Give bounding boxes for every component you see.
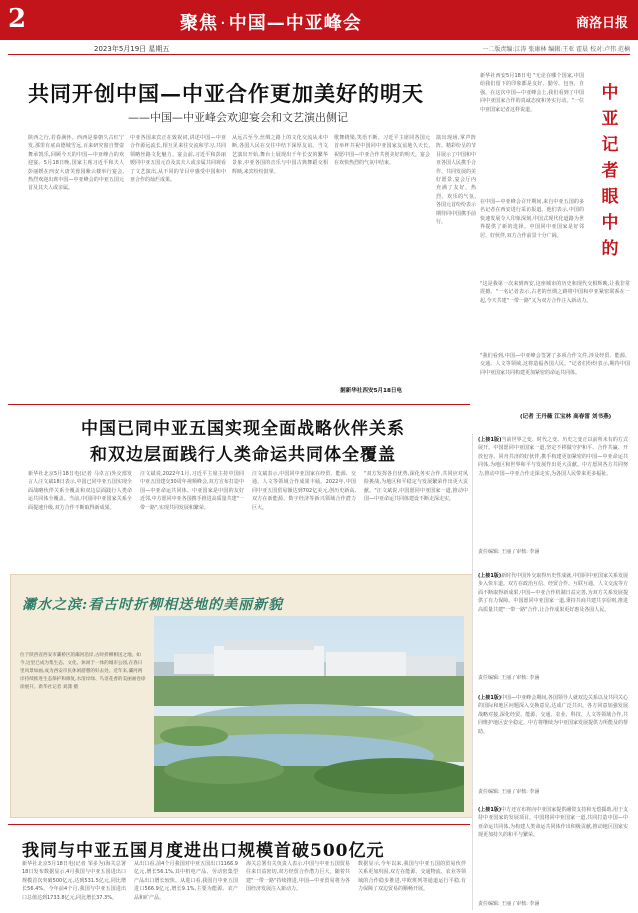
side-banner-char: 眼	[601, 187, 619, 207]
article1-col5: 演出现场,掌声阵阵。精彩纷呈的节目展示了中国和中亚各国人民携手合作、共同发展的美好愿景,宴会厅内充满了友好、热烈、欢乐的气氛,各国元首纷纷表示期待同中国携手前行。	[436, 135, 476, 226]
article3-col2: 从出口看,前4个月我国对中亚五国出口1166.9亿元,增长56.1%,其中机电产品、劳动密集型产品出口增长较快。从进口看,我国自中亚五国进口566.9亿元,增长9.1%,主要为能源、农产品和矿产品。	[134, 861, 238, 901]
section-title-b: 中国—中亚峰会	[228, 13, 362, 34]
article1-signature: 据新华社西安5月18日电	[340, 388, 403, 394]
continued-item-4-sig: 责任编辑: 王丽 / 审核: 李涵	[478, 901, 540, 907]
side-col-signature: (记者 王丹薇 江宝林 高春雷 刘书燕)	[520, 414, 612, 420]
continued-item-2	[478, 572, 628, 670]
article1-col4: 歌舞绕梁,笑语不断。习近平主席同各国元首举杯共祝中国同中亚国家友谊地久天长,祝愿中国—中亚合作共创美好的明天。宴会在欢快热烈的气氛中结束。	[334, 135, 430, 167]
article1-col1: 陕西之行,若春满怀。西西是秦朝久古红宁发,那里有底由德城雪远,百来研究窗自赞姿舞承凯乐,回顾今天的中国—中亚峰合的欢迎宴。5月18日晚,国家主席习近平和夫人彭丽媛在西安大唐芙蓉园紫云楼举行宴会,热烈欢迎出席中国—中亚峰会的中亚五国元首及其夫人或亲属。	[28, 135, 124, 192]
continued-item-text: 新时代中国外交取得历史性成就,中国同中亚国家关系发展步入快车道。双方在政治互信、经贸合作、互联互通、人文交流等方面不断取得新成果,中国—中亚合作机制日益完善,为双方关系发展提供了有力保障。中国愿同中亚国家一道,秉持共商共建共享原则,推进高质量共建"一带一路"合作,让合作成果更好惠及各国人民。	[478, 573, 628, 613]
side-col-d: "我们看到,中国—中亚峰会签署了多项合作文件,涉及经贸、能源、交通、人文等领域,这将造福各国人民。"记者们纷纷表示,期待中国同中亚国家共同构建更加紧密的命运共同体。	[480, 353, 630, 376]
article2-col2: 汪文斌说,2022年1月,习近平主席主持中国同中亚五国建交30周年视频峰会,双方宣布打造中国—中亚命运共同体。中亚国家是中国的友好近邻,中方愿同中亚各国携手推进高质量共建"一带一路",实现共同发展和繁荣。	[140, 471, 244, 511]
editor-credits: 一二版责编:江涛 张康林 编辑:王亚 霍晨 校对:卢伟 范楠	[482, 46, 630, 53]
continued-item-1-sig: 责任编辑: 王丽 / 审核: 李涵	[478, 549, 540, 555]
side-col-c: "这是我第一次来到西安,这座城市的历史和现代交相辉映,让我非常震撼。"一名记者表示,古老的丝绸之路将中国和中亚紧密联系在一起,今天共建"一带一路"又为双方合作注入新动力。	[480, 281, 630, 304]
continued-item-text: 中方还宣布将向中亚国家提供融资支持和无偿援助,用于支持中亚国家的发展项目。中国将同中亚国家一道,共同打造中国—中亚命运共同体,为构建人类命运共同体作出积极贡献,推动地区国家实现更加持久的和平与繁荣。	[478, 807, 628, 839]
side-col-b: 在中国—中亚峰会召开期间,来自中亚五国的多名记者在西安进行采访报道。他们表示,中国的快速发展令人印象深刻,中国式现代化道路为世界提供了新的选择。中国同中亚国家是好邻居、好伙伴,双方合作前景十分广阔。	[480, 199, 584, 239]
section-title: 聚焦 · 中国—中亚峰会	[180, 13, 362, 34]
header-rule	[8, 54, 630, 55]
continued-item-3	[478, 694, 628, 786]
section-rule-1	[8, 404, 470, 405]
continued-item-3-sig: 责任编辑: 王丽 / 审核: 李涵	[478, 789, 540, 795]
side-banner-char: 中	[601, 83, 619, 103]
article2-col1: 新华社北京5月18日电(记者 马卓言)外交部发言人汪文斌18日表示,中国已同中亚五国实现全面战略伙伴关系全覆盖和双边层面践行人类命运共同体全覆盖。当前,中国同中亚国家关系全面提速升级,双方合作不断取得新成果。	[28, 471, 132, 511]
article3-headline: 我同与中亚五国月度进出口规模首破500亿元	[22, 841, 385, 861]
side-col-a: 新华社西安5月18日电 "无论在哪个国家,中国给我们留下的印象都是友好、勤劳、包容、自强。在这次中国—中亚峰会上,我们看到了中国同中亚国家合作的真诚态度和务实行动。"一位中亚国家记者这样说道。	[480, 73, 584, 113]
article2-headline-1: 中国已同中亚五国实现全面战略伙伴关系	[81, 419, 405, 439]
side-banner-char: 记	[601, 135, 619, 155]
article1-subhead: ——中国—中亚峰会欢迎宴会和文艺演出侧记	[128, 111, 348, 124]
article2-headline-2: 和双边层面践行人类命运共同体全覆盖	[90, 445, 396, 465]
section-title-a: 聚焦	[180, 13, 218, 34]
side-banner	[588, 80, 632, 265]
paper-name: 商洛日报	[575, 16, 628, 31]
article3-col4: 数据显示,今年以来,我国与中亚五国的贸易伙伴关系更加巩固,双方在能源、交通物流、农业等领域的合作稳步推进,中欧班列等通道运行平稳,有力保障了双边贸易的顺畅开展。	[358, 861, 466, 893]
article1-col3: 从远古至今,丝绸之路上的文化交流从未中断,各国人民在交往中结下深厚友谊。当文艺演出开始,舞台上展现出千年长安的繁华景象,中亚各国的音乐与中国古典舞蹈交相辉映,来宾纷纷鼓掌。	[232, 135, 328, 175]
continued-item-lead: (上接1版)	[478, 807, 502, 813]
side-banner-char: 的	[601, 239, 619, 259]
continued-item-2-sig: 责任编辑: 王丽 / 审核: 李涵	[478, 675, 540, 681]
photo-feature-title: 灞水之滨:看古时折柳相送地的美丽新貌	[22, 597, 284, 613]
continued-item-1	[478, 436, 628, 544]
article3-col1: 新华社北京5月18日电(记者 邹多为)海关总署18日发布数据显示,4月我国与中亚五国进出口规模首次突破500亿元,达到531.5亿元,同比增长56.4%。今年前4个月,我国与中亚五国进出口总值达到1733.8亿元,同比增长37.3%。	[22, 861, 126, 901]
river-park-photo-illustration	[154, 616, 464, 812]
article2-col4: "双方发挥各自优势,深化务实合作,共同应对风险挑战,为地区和平稳定与发展繁荣作出更大贡献。"汪文斌说,中国愿同中亚国家一道,推动中国—中亚命运共同体建设不断走深走实。	[364, 471, 468, 503]
article1-col2: 中亚各国来宾正在致祝词,讲述中国—中亚合作源远流长,相互见来往交流和学习,共同领略丝路文化魅力。宴会前,习近平和彭丽媛同中亚五国元首及其夫人或亲属共同观看了文艺演出,从不同的节目中感受中国和中亚合作的灿烂成果。	[130, 135, 226, 184]
article2-col3: 汪文斌表示,中国同中亚国家在经贸、能源、交通、人文等领域合作成果丰硕。2022年,中国同中亚五国贸易额达到702亿美元,创历史新高,双方在新能源、数字经济等新兴领域合作潜力巨大。	[252, 471, 356, 511]
continued-item-lead: (上接1版)	[478, 437, 502, 443]
continued-item-4	[478, 806, 628, 898]
river-park-photo	[154, 616, 464, 812]
article3-col3: 海关总署有关负责人表示,中国与中亚五国贸易往来日益密切,双方经贸合作潜力巨大。随着共建"一带一路"持续推进,中国—中亚贸易将为各国经济发展注入新动力。	[246, 861, 350, 893]
continued-item-text: 中国—中亚峰会期间,各国领导人就双边关系以及共同关心的国际和地区问题深入交换意见,达成广泛共识。各方同意加强发展战略对接,深化经贸、能源、交通、农业、科技、人文等领域合作,共同维护地区安全稳定。中方将继续为中亚国家发展提供力所能及的帮助。	[478, 695, 628, 735]
photo-caption: 位于陕西省西安市灞桥区的灞河沿岸,古时折柳相送之地。如今,这里已成为集生态、文化、休闲于一体的城市公园,在春日里风景如画,成为西安市民休闲游憩的好去处。近年来,灞河两岸持续推进生态保护和修复,水清岸绿、鸟语花香的美丽画卷徐徐展开。新华社记者 刘潇 摄	[20, 653, 146, 690]
side-banner-char: 中	[601, 213, 619, 233]
continued-item-lead: (上接1版)	[478, 695, 502, 701]
continued-item-text: 当前世界之变、时代之变、历史之变正以前所未有的方式展开。中国愿同中亚国家一道,坚定不移做守护和平、合作共赢、开放包容、同舟共济的好伙伴,携手构建更加紧密的中国—中亚命运共同体,为地区和世界和平与发展作出更大贡献。中方愿同各方共同努力,推动中国—中亚合作走深走实,为各国人民带来更多福祉。	[478, 437, 628, 477]
page-number: 2	[8, 4, 27, 34]
article1-headline: 共同开创中国—中亚合作更加美好的明天	[28, 81, 424, 106]
continued-item-lead: (上接1版)	[478, 573, 502, 579]
side-banner-char: 者	[601, 161, 619, 181]
side-banner-char: 亚	[601, 109, 619, 129]
section-rule-2	[8, 824, 470, 825]
dateline: 2023年5月19日 星期五	[94, 45, 170, 53]
